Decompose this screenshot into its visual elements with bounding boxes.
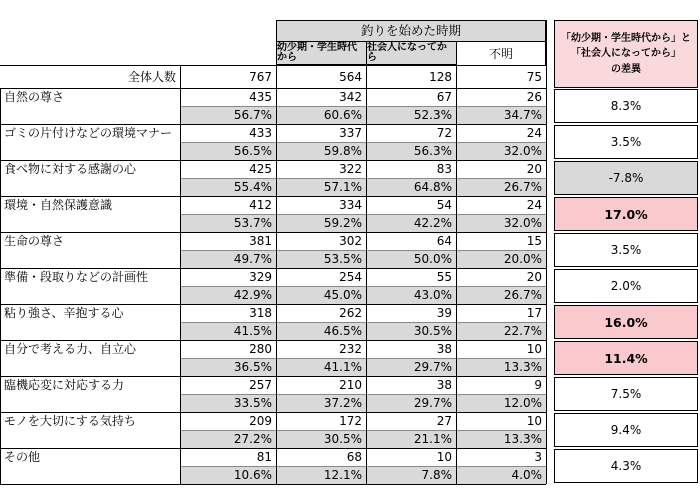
count-cell: 329 — [249, 270, 272, 284]
row-mid-border — [180, 214, 546, 215]
percent-cell: 36.5% — [180, 358, 276, 376]
row-label: 自然の尊さ — [4, 90, 65, 104]
count-cell: 254 — [339, 270, 362, 284]
percent-cell: 57.1% — [276, 178, 366, 196]
count-cell: 83 — [436, 162, 452, 176]
row-label: その他 — [4, 450, 41, 464]
total-all: 767 — [249, 69, 272, 84]
count-cell: 209 — [249, 414, 272, 428]
count-cell: 10 — [526, 342, 542, 356]
percent-cell: 32.0% — [456, 214, 546, 232]
difference-cell: 16.0% — [554, 305, 698, 339]
count-cell: 435 — [249, 90, 272, 104]
count-cell: 68 — [346, 450, 362, 464]
percent-cell: 46.5% — [276, 322, 366, 340]
percent-cell: 20.0% — [456, 250, 546, 268]
percent-cell: 41.5% — [180, 322, 276, 340]
row-border — [0, 268, 546, 269]
difference-cell: 17.0% — [554, 197, 698, 231]
percent-cell: 12.0% — [456, 394, 546, 412]
row-label: モノを大切にする気持ち — [4, 414, 136, 428]
count-cell: 17 — [526, 306, 542, 320]
percent-cell: 53.7% — [180, 214, 276, 232]
percent-cell: 27.2% — [180, 430, 276, 448]
percent-cell: 13.3% — [456, 430, 546, 448]
row-border — [0, 88, 546, 89]
total-unknown: 75 — [526, 69, 542, 84]
count-cell: 172 — [339, 414, 362, 428]
percent-cell: 59.2% — [276, 214, 366, 232]
percent-cell: 60.6% — [276, 106, 366, 124]
count-cell: 67 — [436, 90, 452, 104]
count-cell: 15 — [526, 234, 542, 248]
count-cell: 210 — [339, 378, 362, 392]
count-cell: 38 — [436, 342, 452, 356]
row-mid-border — [180, 466, 546, 467]
count-cell: 27 — [436, 414, 452, 428]
percent-cell: 53.5% — [276, 250, 366, 268]
row-label: 食べ物に対する感謝の心 — [4, 162, 137, 176]
count-cell: 72 — [436, 126, 452, 140]
col-border — [180, 65, 181, 484]
percent-cell: 42.9% — [180, 286, 276, 304]
count-cell: 10 — [436, 450, 452, 464]
group-title: 釣りを始めた時期 — [276, 20, 546, 42]
percent-cell: 30.5% — [276, 430, 366, 448]
col-border — [366, 42, 367, 484]
difference-header — [554, 20, 698, 88]
right-border — [546, 20, 547, 484]
percent-cell: 37.2% — [276, 394, 366, 412]
difference-cell: 7.5% — [554, 377, 698, 411]
percent-cell: 13.3% — [456, 358, 546, 376]
count-cell: 55 — [436, 270, 452, 284]
percent-cell: 22.7% — [456, 322, 546, 340]
col-border — [456, 42, 457, 484]
diff-header-line1: 「幼少期・学生時代から」と — [561, 32, 691, 44]
percent-cell: 30.5% — [366, 322, 456, 340]
count-cell: 342 — [339, 90, 362, 104]
difference-table — [554, 0, 698, 498]
percent-cell: 12.1% — [276, 466, 366, 484]
row-border — [0, 304, 546, 305]
difference-cell: 3.5% — [554, 233, 698, 267]
percent-cell: 4.0% — [456, 466, 546, 484]
col-header-adult: 社会人になってから — [366, 42, 456, 65]
row-label: ゴミの片付けなどの環境マナー — [4, 126, 173, 140]
percent-cell: 59.8% — [276, 142, 366, 160]
percent-cell: 10.6% — [180, 466, 276, 484]
difference-cell: 4.3% — [554, 449, 698, 483]
col-header-childhood: 幼少期・学生時代から — [276, 42, 366, 65]
col-header-unknown: 不明 — [456, 42, 546, 65]
percent-cell: 56.5% — [180, 142, 276, 160]
left-border — [0, 88, 1, 484]
total-adult: 128 — [429, 69, 452, 84]
count-cell: 318 — [249, 306, 272, 320]
difference-cell: 11.4% — [554, 341, 698, 375]
difference-cell: -7.8% — [554, 161, 698, 195]
count-cell: 257 — [249, 378, 272, 392]
row-mid-border — [180, 286, 546, 287]
row-mid-border — [180, 430, 546, 431]
diff-header-line3: の差異 — [611, 63, 641, 75]
row-label: 粘り強さ、辛抱する心 — [4, 306, 124, 320]
table-bottom-border — [0, 484, 546, 485]
count-cell: 337 — [339, 126, 362, 140]
total-childhood: 564 — [339, 69, 362, 84]
difference-cell: 2.0% — [554, 269, 698, 303]
percent-cell: 64.8% — [366, 178, 456, 196]
percent-cell: 52.3% — [366, 106, 456, 124]
difference-cell: 9.4% — [554, 413, 698, 447]
percent-cell: 49.7% — [180, 250, 276, 268]
percent-cell: 43.0% — [366, 286, 456, 304]
count-cell: 433 — [249, 126, 272, 140]
difference-cell: 3.5% — [554, 125, 698, 159]
count-cell: 26 — [526, 90, 542, 104]
count-cell: 9 — [534, 378, 542, 392]
count-cell: 334 — [339, 198, 362, 212]
percent-cell: 26.7% — [456, 178, 546, 196]
count-cell: 3 — [534, 450, 542, 464]
count-cell: 24 — [526, 198, 542, 212]
percent-cell: 56.3% — [366, 142, 456, 160]
percent-cell: 45.0% — [276, 286, 366, 304]
percent-cell: 33.5% — [180, 394, 276, 412]
count-cell: 302 — [339, 234, 362, 248]
row-label: 準備・段取りなどの計画性 — [4, 270, 149, 284]
count-cell: 262 — [339, 306, 362, 320]
count-cell: 425 — [249, 162, 272, 176]
row-border — [0, 196, 546, 197]
row-mid-border — [180, 106, 546, 107]
percent-cell: 55.4% — [180, 178, 276, 196]
count-cell: 10 — [526, 414, 542, 428]
percent-cell: 56.7% — [180, 106, 276, 124]
percent-cell: 29.7% — [366, 394, 456, 412]
row-border — [0, 376, 546, 377]
count-cell: 322 — [339, 162, 362, 176]
row-mid-border — [180, 358, 546, 359]
count-cell: 38 — [436, 378, 452, 392]
difference-cell: 8.3% — [554, 89, 698, 123]
percent-cell: 34.7% — [456, 106, 546, 124]
row-label: 環境・自然保護意識 — [4, 198, 113, 212]
percent-cell: 41.1% — [276, 358, 366, 376]
percent-cell: 26.7% — [456, 286, 546, 304]
row-label: 臨機応変に対応する力 — [4, 378, 125, 392]
row-border — [0, 448, 546, 449]
percent-cell: 21.1% — [366, 430, 456, 448]
row-mid-border — [180, 178, 546, 179]
row-border — [0, 124, 546, 125]
count-cell: 232 — [339, 342, 362, 356]
row-mid-border — [180, 142, 546, 143]
row-mid-border — [180, 250, 546, 251]
col-border — [276, 20, 277, 484]
count-cell: 24 — [526, 126, 542, 140]
count-cell: 54 — [436, 198, 452, 212]
percent-cell: 7.8% — [366, 466, 456, 484]
percent-cell: 50.0% — [366, 250, 456, 268]
row-border — [0, 232, 546, 233]
count-cell: 412 — [249, 198, 272, 212]
row-label: 生命の尊さ — [4, 234, 65, 248]
percent-cell: 29.7% — [366, 358, 456, 376]
row-border — [0, 412, 546, 413]
count-cell: 39 — [436, 306, 452, 320]
diff-header-line2: 「社会人になってから」 — [571, 48, 681, 60]
percent-cell: 42.2% — [366, 214, 456, 232]
count-cell: 280 — [249, 342, 272, 356]
row-mid-border — [180, 322, 546, 323]
count-cell: 81 — [256, 450, 272, 464]
percent-cell: 32.0% — [456, 142, 546, 160]
count-cell: 64 — [436, 234, 452, 248]
total-label: 全体人数 — [127, 69, 176, 84]
count-cell: 20 — [526, 270, 542, 284]
total-top-border — [0, 65, 546, 66]
row-border — [0, 340, 546, 341]
count-cell: 20 — [526, 162, 542, 176]
row-label: 自分で考える力、自立心 — [4, 342, 137, 356]
row-mid-border — [180, 394, 546, 395]
row-border — [0, 160, 546, 161]
count-cell: 381 — [249, 234, 272, 248]
